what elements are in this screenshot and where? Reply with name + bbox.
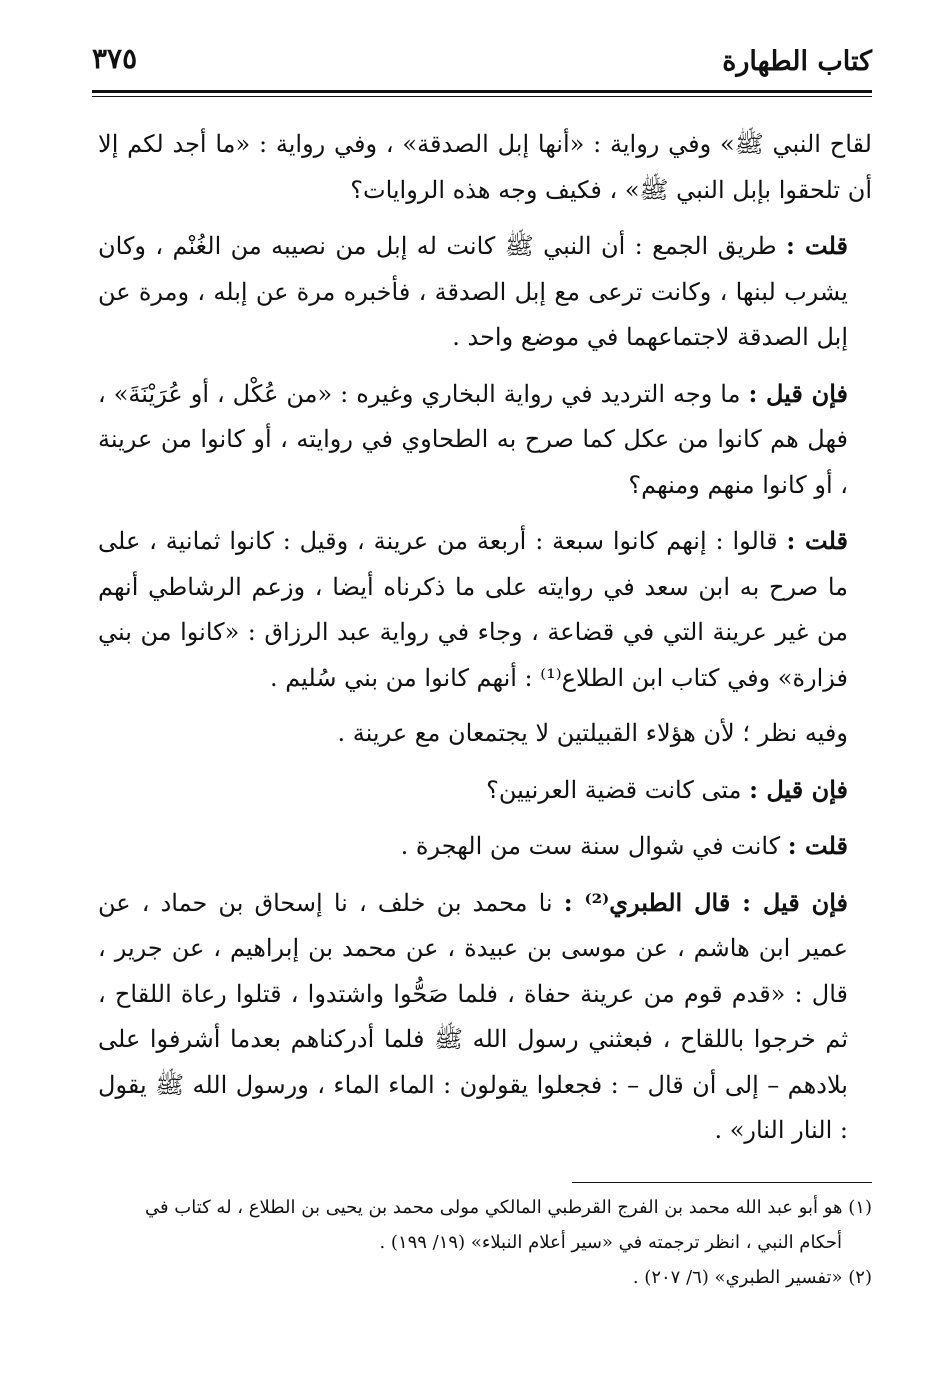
lead-qult: قلت : <box>786 526 848 555</box>
paragraph-2: قلت : طريق الجمع : أن النبي ﷺ كانت له إبل من نصيبه من الغُنْم ، وكان يشرب لبنها ، وكانت ترعى مع إبل الصدقة ، فأخبره مرة عن إبله ، ومرة عن إبل الصدقة لاجتماعهما في موضع واحد . <box>98 231 848 351</box>
paragraph-5: وفيه نظر ؛ لأن هؤلاء القبيلتين لا يجتمعان مع عرينة . <box>337 719 848 747</box>
paragraph-7: قلت : كانت في شوال سنة ست من الهجرة . <box>400 831 848 860</box>
lead-qult: قلت : <box>786 231 848 260</box>
lead-fain-qil-tabari: فإن قيل : قال الطبري⁽²⁾ : <box>563 887 849 917</box>
paragraph-6: فإن قيل : متى كانت قضية العرنيين؟ <box>486 774 848 804</box>
paragraph-8: فإن قيل : قال الطبري⁽²⁾ : نا محمد بن خلف ، نا إسحاق بن حماد ، عن عمير ابن هاشم ، عن موسى بن عبيدة ، عن محمد بن إبراهيم ، عن جرير ، قال : «قدم قوم من عرينة حفاة ، فلما صَحُّوا واشتدوا ، قتلوا رعاة اللقاح ، ثم خرجوا باللقاح ، فبعثني رسول الله ﷺ فلما أدركناهم بعدما أشرفوا على بلادهم – إلى أن قال – : فجعلوا يقولون : الماء الماء ، ورسول الله ﷺ يقول : النار النار» . <box>98 887 849 1144</box>
header-rule-thin <box>92 96 872 97</box>
footnote-2: (٢) «تفسير الطبري» (٦/ ٢٠٧) . <box>632 1267 872 1288</box>
main-text <box>98 112 872 1154</box>
running-header <box>92 36 872 86</box>
footnote-rule <box>572 1182 872 1183</box>
chapter-title: كتاب الطهارة <box>722 46 872 77</box>
paragraph-3: فإن قيل : ما وجه الترديد في رواية البخاري وغيره : «من عُكْل ، أو عُرَيْنَةَ» ، فهل هم كانوا من عكل كما صرح به الطحاوي في روايته ، أو كانوا من عرينة ، أو كانوا منهم ومنهم؟ <box>98 378 848 499</box>
header-rule-thick <box>92 90 872 93</box>
paragraph-1: لقاح النبي ﷺ» وفي رواية : «أنها إبل الصدقة» ، وفي رواية : «ما أجد لكم إلا أن تلحقوا بإبل النبي ﷺ» ، فكيف وجه هذه الروايات؟ <box>98 130 872 204</box>
footnotes <box>98 1190 872 1295</box>
footnote-1-continuation: أحكام النبي ، انظر ترجمته في «سير أعلام النبلاء» (١٩/ ١٩٩) . <box>379 1232 842 1253</box>
footnote-1: (١) هو أبو عبد الله محمد بن الفرج القرطبي المالكي مولى محمد بن يحيى بن الطلاع ، له كتاب في <box>144 1197 872 1218</box>
lead-qult: قلت : <box>787 831 848 860</box>
lead-fain-qil: فإن قيل : <box>749 774 848 804</box>
page-number: ٣٧٥ <box>92 42 138 75</box>
paragraph-4: قلت : قالوا : إنهم كانوا سبعة : أربعة من عرينة ، وقيل : كانوا ثمانية ، على ما صرح به ابن سعد في روايته على ما ذكرناه أيضا ، وزعم الرشاطي أنهم من غير عرينة التي في قضاعة ، وجاء في رواية عبد الرزاق : «كانوا من بني فزارة» وفي كتاب ابن الطلاع⁽¹⁾ : أنهم كانوا من بني سُليم . <box>98 526 848 692</box>
lead-fain-qil: فإن قيل : <box>748 378 848 408</box>
